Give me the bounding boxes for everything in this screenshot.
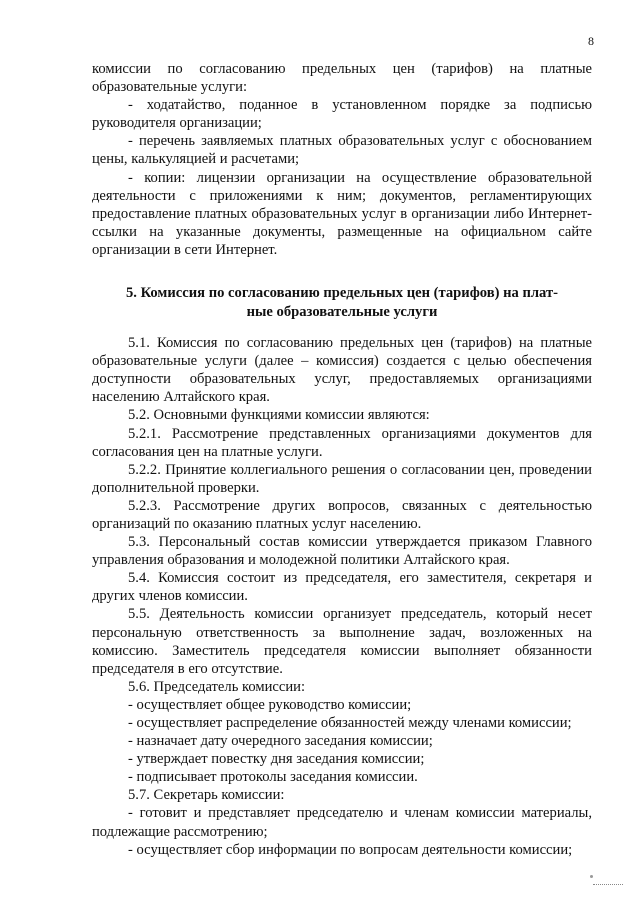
list-item: - назначает дату очередного заседания комиссии; [128, 733, 433, 750]
chair-duties-list [92, 696, 592, 786]
page-number: 8 [588, 34, 594, 48]
intro-item-service-list: - перечень заявляемых платных образовательных услуг с обоснованием цены, калькуляцией и расчетами; [92, 133, 592, 168]
list-item: - утверждает повестку дня заседания комиссии; [128, 751, 425, 768]
section-5-heading [92, 284, 592, 321]
paragraph-5-2-3: 5.2.3. Рассмотрение других вопросов, связанных с деятельностью организаций по оказанию платных услуг населению. [92, 497, 592, 532]
paragraph-5-2-1: 5.2.1. Рассмотрение представленных организациями документов для согласования цен на платные услуги. [92, 425, 592, 460]
document-body [92, 60, 592, 859]
paragraph-5-2-2: 5.2.2. Принятие коллегиального решения о согласовании цен, проведении дополнительной проверки. [92, 461, 592, 496]
intro-item-copies: - копии: лицензии организации на осуществление образовательной деятельности с приложениями к ним; документов, регламентирующих предоставление платных образовательных услуг в организации либо Интернет-ссылки на указанные документы, размещенные на официальном сайте организации в сети Интернет. [92, 169, 592, 258]
intro-item-petition: - ходатайство, поданное в установленном порядке за подписью руководителя организации; [92, 97, 592, 132]
list-item: - осуществляет сбор информации по вопросам деятельности комиссии; [128, 841, 573, 858]
paragraph-5-3: 5.3. Персональный состав комиссии утверждается приказом Главного управления образования и молодежной политики Алтайского края. [92, 534, 592, 569]
paragraph-5-4: 5.4. Комиссия состоит из председателя, его заместителя, секретаря и других членов комиссии. [92, 570, 592, 605]
secretary-duties-list [92, 804, 592, 858]
scan-dot [590, 875, 593, 878]
list-item: - готовит и представляет председателю и членам комиссии материалы, подлежащие рассмотрению; [92, 805, 592, 840]
paragraph-5-7: 5.7. Секретарь комиссии: [128, 787, 285, 804]
section-5-heading-line-1: 5. Комиссия по согласованию предельных цен (тарифов) на плат- [125, 285, 559, 302]
paragraph-5-2: 5.2. Основными функциями комиссии являются: [128, 407, 430, 424]
paragraph-5-6: 5.6. Председатель комиссии: [128, 678, 306, 695]
list-item: - подписывает протоколы заседания комиссии. [128, 769, 418, 786]
scan-edge-mark [593, 884, 623, 885]
paragraph-5-5: 5.5. Деятельность комиссии организует председатель, который несет персональную ответственность за выполнение задач, возложенных на комиссию. Заместитель председателя комиссии выполняет обязанности председателя в его отсутствие. [92, 606, 592, 677]
section-5-heading-line-2: ные образовательные услуги [246, 303, 438, 320]
intro-continuation: комиссии по согласованию предельных цен (тарифов) на платные образовательные услуги: [92, 61, 592, 96]
list-item: - осуществляет распределение обязанностей между членами комиссии; [128, 715, 572, 731]
paragraph-5-1: 5.1. Комиссия по согласованию предельных цен (тарифов) на платные образовательные услуги (далее – комиссия) создается с целью обеспечения доступности образовательных услуг, предоставляемых организациями населению Алтайского края. [92, 335, 592, 406]
list-item: - осуществляет общее руководство комиссии; [128, 696, 412, 713]
